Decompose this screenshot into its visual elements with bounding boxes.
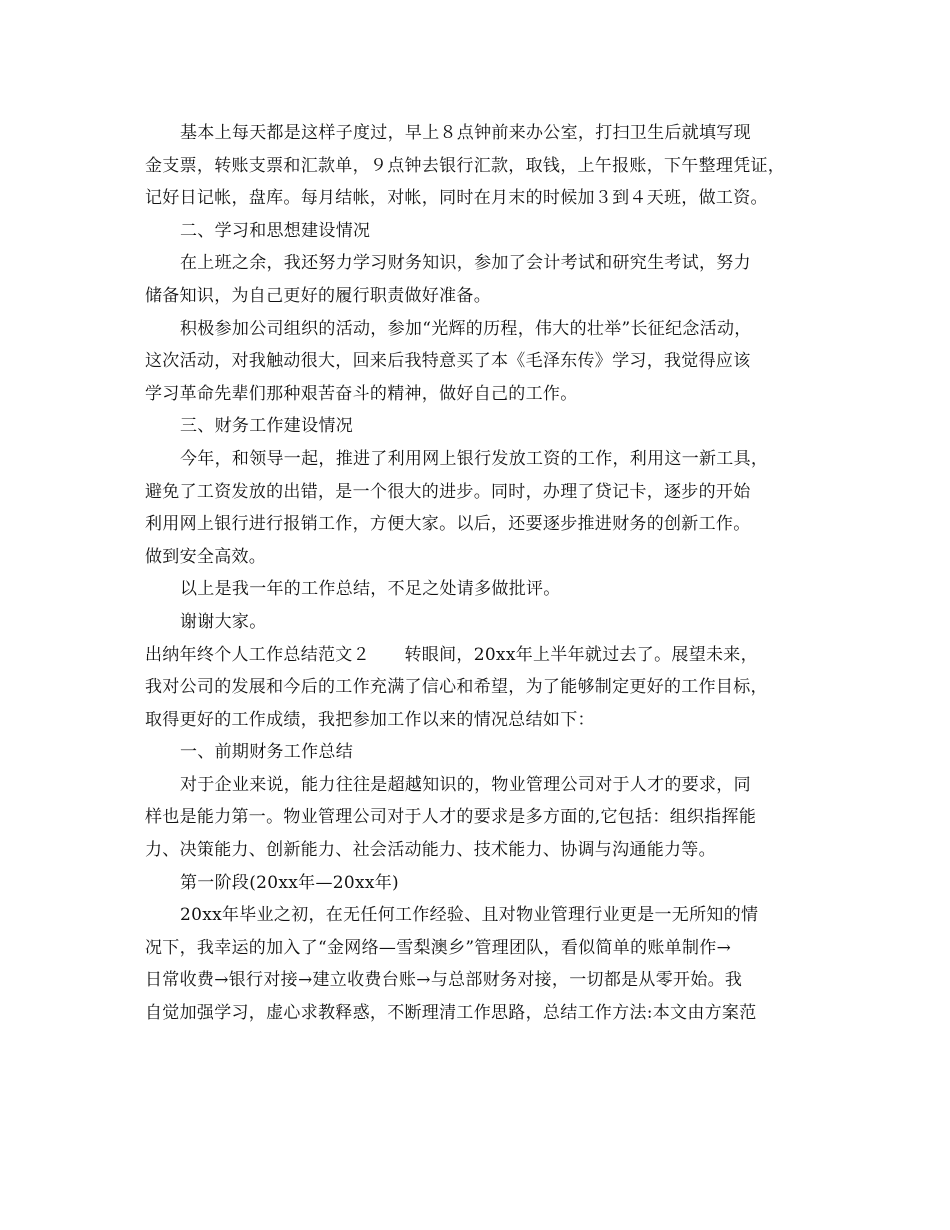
section-heading: 一、前期财务工作总结 — [180, 742, 353, 763]
paragraph-line: 我对公司的发展和今后的工作充满了信心和希望，为了能够制定更好的工作目标， — [145, 677, 768, 698]
paragraph-line: 谢谢大家。 — [180, 611, 267, 632]
paragraph-line: 况下，我幸运的加入了“金网络—雪梨澳乡”管理团队，看似简单的账单制作→ — [145, 937, 732, 958]
paragraph-line: 以上是我一年的工作总结，不足之处请多做批评。 — [180, 579, 561, 600]
paragraph-line: 金支票，转账支票和汇款单，９点钟去银行汇款，取钱，上午报账，下午整理凭证， — [145, 155, 786, 176]
document-body — [145, 117, 815, 1030]
paragraph-line: 记好日记帐，盘库。每月结帐，对帐，同时在月末的时候加３到４天班，做工资。 — [145, 188, 768, 209]
paragraph-line: 力、决策能力、创新能力、社会活动能力、技术能力、协调与沟通能力等。 — [145, 840, 716, 861]
paragraph-line: 这次活动，对我触动很大，回来后我特意买了本《毛泽东传》学习，我觉得应该 — [145, 351, 751, 372]
section-heading: 第一阶段(20xx年—20xx年) — [180, 872, 399, 893]
paragraph-line: 对于企业来说，能力往往是超越知识的，物业管理公司对于人才的要求，同 — [180, 774, 751, 795]
paragraph-line: 今年，和领导一起，推进了利用网上银行发放工资的工作，利用这一新工具， — [180, 448, 769, 469]
paragraph-line: 积极参加公司组织的活动，参加“光辉的历程，伟大的壮举”长征纪念活动， — [180, 318, 752, 339]
paragraph-line: 学习革命先辈们那种艰苦奋斗的精神，做好自己的工作。 — [145, 383, 578, 404]
article-title-line: 出纳年终个人工作总结范文２ 转眼间，20xx年上半年就过去了。展望未来， — [145, 644, 758, 665]
paragraph-line: 样也是能力第一。物业管理公司对于人才的要求是多方面的,它包括：组织指挥能 — [145, 807, 757, 828]
paragraph-line: 在上班之余，我还努力学习财务知识，参加了会计考试和研究生考试，努力 — [180, 253, 751, 274]
paragraph-line: 自觉加强学习，虚心求教释惑，不断理清工作思路，总结工作方法:本文由方案范 — [145, 1003, 757, 1024]
paragraph-line: 利用网上银行进行报销工作，方便大家。以后，还要逐步推进财务的创新工作。 — [145, 514, 751, 535]
paragraph-line: 20xx年毕业之初，在无任何工作经验、且对物业管理行业更是一无所知的情 — [180, 905, 759, 926]
paragraph-line: 取得更好的工作成绩，我把参加工作以来的情况总结如下： — [145, 709, 595, 730]
section-heading: 二、学习和思想建设情况 — [180, 220, 371, 241]
paragraph-line: 储备知识，为自己更好的履行职责做好准备。 — [145, 285, 491, 306]
paragraph-line: 日常收费→银行对接→建立收费台账→与总部财务对接，一切都是从零开始。我 — [145, 970, 743, 991]
paragraph-line: 做到安全高效。 — [145, 546, 267, 567]
paragraph-line: 基本上每天都是这样子度过，早上８点钟前来办公室，打扫卫生后就填写现 — [180, 123, 751, 143]
paragraph-line: 避免了工资发放的出错，是一个很大的进步。同时，办理了贷记卡，逐步的开始 — [145, 481, 751, 502]
section-heading: 三、财务工作建设情况 — [180, 416, 353, 437]
